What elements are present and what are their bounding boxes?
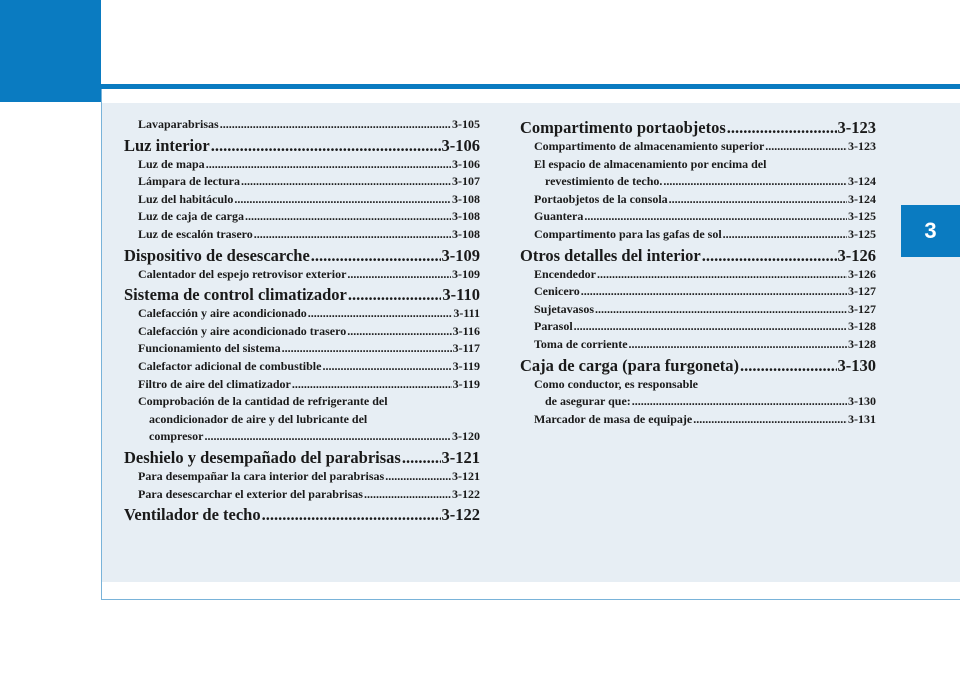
toc-entry-title: Guantera: [534, 209, 584, 224]
toc-entry-title: Luz de mapa: [138, 156, 205, 171]
toc-page-number: 3-107: [452, 174, 480, 189]
toc-entry-line: acondicionador de aire y del lubricante del: [149, 411, 368, 426]
toc-column-left: [124, 116, 480, 525]
toc-page-number: 3-108: [452, 191, 480, 206]
dot-leader: [254, 226, 451, 244]
toc-entry-line: El espacio de almacenamiento por encima del: [534, 156, 767, 171]
toc-page-number: 3-121: [441, 447, 480, 467]
dot-leader: [347, 266, 451, 284]
toc-subsection-entry[interactable]: [520, 208, 876, 226]
dot-leader: [220, 116, 451, 134]
dot-leader: [211, 136, 441, 156]
toc-entry-title: Parasol: [534, 319, 573, 334]
toc-entry-title: Lavaparabrisas: [138, 117, 219, 131]
dot-leader: [727, 118, 837, 138]
toc-entry-title: Encendedor: [534, 266, 597, 281]
toc-subsection-entry[interactable]: [124, 156, 480, 174]
toc-subsection-entry[interactable]: [124, 323, 480, 341]
toc-entry-title: Otros detalles del interior: [520, 245, 701, 265]
chapter-number: 3: [924, 218, 937, 243]
toc-entry-title: Para desescarchar el exterior del parabrisas: [138, 486, 363, 501]
toc-page-number: 3-119: [452, 376, 480, 391]
dot-leader: [629, 336, 847, 354]
toc-subsection-entry[interactable]: [520, 138, 876, 156]
toc-entry-title: Calefacción y aire acondicionado trasero: [138, 323, 347, 338]
toc-subsection-entry[interactable]: [124, 376, 480, 394]
toc-entry-line: Como conductor, es responsable: [534, 376, 699, 391]
toc-entry-title: revestimiento de techo.: [545, 174, 663, 189]
toc-subsection-entry[interactable]: [124, 173, 480, 191]
dot-leader: [364, 486, 451, 504]
toc-entry-title: Luz de escalón trasero: [138, 226, 253, 241]
toc-page-number: 3-108: [452, 226, 480, 241]
toc-entry-title: Toma de corriente: [534, 336, 628, 351]
toc-page-number: 3-108: [452, 209, 480, 224]
toc-entry-title: Cenicero: [534, 284, 580, 299]
toc-page-number: 3-127: [848, 301, 876, 316]
toc-entry-title: de asegurar que:: [545, 394, 631, 409]
toc-entry-title: Calefactor adicional de combustible: [138, 358, 322, 373]
toc-entry-title: Lámpara de lectura: [138, 174, 240, 189]
toc-subsection-entry[interactable]: [520, 191, 876, 209]
header-rule: [101, 84, 960, 89]
toc-subsection-entry[interactable]: [520, 266, 876, 284]
dot-leader: [584, 208, 847, 226]
chapter-tab[interactable]: [901, 205, 960, 257]
dot-leader: [308, 305, 453, 323]
toc-subsection-entry[interactable]: [124, 191, 480, 209]
toc-entry-title: Marcador de masa de equipaje: [534, 411, 693, 426]
toc-entry-title: Para desempañar la cara interior del parabrisas: [138, 468, 385, 483]
toc-subsection-entry[interactable]: [520, 173, 876, 191]
toc-page-number: 3-117: [452, 341, 480, 356]
dot-leader: [241, 173, 451, 191]
toc-page-number: 3-123: [837, 118, 876, 137]
toc-entry-title: Compartimento portaobjetos: [520, 118, 726, 137]
toc-section-entry[interactable]: [520, 118, 876, 138]
toc-page-number: 3-128: [848, 336, 876, 351]
footer-rule: [101, 599, 960, 600]
toc-page-number: 3-131: [848, 411, 876, 426]
toc-entry-title: Dispositivo de desescarche: [124, 245, 310, 265]
dot-leader: [402, 448, 441, 468]
toc-page-number: 3-126: [837, 245, 876, 265]
toc-page-number: 3-116: [452, 323, 480, 338]
toc-entry-title: Caja de carga (para furgoneta): [520, 355, 740, 375]
toc-entry-title: Sistema de control climatizador: [124, 285, 347, 305]
dot-leader: [347, 323, 451, 341]
toc-entry-title: Sujetavasos: [534, 301, 595, 316]
toc-page-number: 3-119: [452, 358, 480, 373]
toc-entry-title: Filtro de aire del climatizador: [138, 376, 291, 391]
toc-section-entry[interactable]: [520, 246, 876, 266]
dot-leader: [740, 356, 836, 376]
toc-page-number: 3-109: [441, 245, 480, 265]
toc-subsection-entry[interactable]: [124, 340, 480, 358]
toc-subsection-entry[interactable]: [520, 336, 876, 354]
toc-entry-title: Luz interior: [124, 135, 210, 155]
dot-leader: [204, 428, 451, 446]
toc-page-number: 3-121: [452, 468, 480, 483]
toc-entry-title: compresor: [149, 429, 204, 444]
dot-leader: [765, 138, 847, 156]
toc-page-number: 3-130: [848, 394, 876, 409]
toc-subsection-entry[interactable]: [520, 318, 876, 336]
dot-leader: [282, 340, 452, 358]
toc-entry-title: Calentador del espejo retrovisor exterior: [138, 266, 347, 281]
toc-entry-title: Compartimento de almacenamiento superior: [534, 139, 765, 153]
toc-page-number: 3-130: [837, 355, 876, 375]
toc-subsection-entry[interactable]: [520, 301, 876, 319]
toc-entry-title: Funcionamiento del sistema: [138, 341, 281, 356]
toc-page-number: 3-127: [848, 284, 876, 299]
toc-page-number: 3-105: [452, 117, 480, 131]
toc-page-number: 3-109: [452, 266, 480, 281]
toc-subsection-entry[interactable]: [520, 283, 876, 301]
toc-page-number: 3-123: [848, 139, 876, 153]
toc-entry-title: Luz de caja de carga: [138, 209, 244, 224]
dot-leader: [663, 173, 847, 191]
toc-page-number: 3-125: [848, 209, 876, 224]
toc-subsection-entry[interactable]: [520, 393, 876, 411]
dot-leader: [322, 358, 451, 376]
toc-column-right: [520, 116, 876, 428]
toc-page-number: 3-126: [848, 266, 876, 281]
toc-page-number: 3-125: [848, 226, 876, 241]
toc-subsection-entry[interactable]: [520, 411, 876, 429]
dot-leader: [262, 505, 441, 525]
dot-leader: [597, 266, 847, 284]
toc-section-entry[interactable]: [124, 505, 480, 525]
toc-subsection-entry[interactable]: [124, 305, 480, 323]
toc-page-number: 3-106: [452, 156, 480, 171]
toc-subsection-entry[interactable]: [124, 468, 480, 486]
dot-leader: [669, 191, 847, 209]
toc-subsection-entry[interactable]: [124, 208, 480, 226]
toc-entry-title: Portaobjetos de la consola: [534, 191, 668, 206]
toc-page-number: 3-111: [453, 306, 480, 321]
toc-page-number: 3-122: [452, 486, 480, 501]
dot-leader: [702, 246, 837, 266]
toc-subsection-entry[interactable]: [124, 428, 480, 446]
dot-leader: [245, 208, 451, 226]
toc-entry-title: Luz del habitáculo: [138, 191, 234, 206]
toc-entry-title: Deshielo y desempañado del parabrisas: [124, 447, 401, 467]
toc-entry-title: Calefacción y aire acondicionado: [138, 306, 307, 321]
toc-subsection-entry[interactable]: [520, 226, 876, 244]
toc-section-entry[interactable]: [124, 448, 480, 468]
toc-section-entry[interactable]: [520, 356, 876, 376]
toc-page-number: 3-124: [848, 191, 876, 206]
dot-leader: [632, 393, 847, 411]
toc-page-number: 3-110: [442, 285, 480, 305]
dot-leader: [292, 376, 452, 394]
toc-section-entry[interactable]: [124, 136, 480, 156]
dot-leader: [595, 301, 847, 319]
dot-leader: [723, 226, 847, 244]
toc-page-number: 3-128: [848, 319, 876, 334]
dot-leader: [581, 283, 847, 301]
dot-leader: [574, 318, 847, 336]
dot-leader: [385, 468, 451, 486]
toc-entry-title: Compartimento para las gafas de sol: [534, 226, 722, 241]
toc-subsection-entry[interactable]: [124, 116, 480, 134]
toc-section-entry[interactable]: [124, 246, 480, 266]
toc-entry-line: Comprobación de la cantidad de refrigerante del: [138, 394, 388, 409]
toc-page-number: 3-106: [441, 135, 480, 155]
dot-leader: [693, 411, 847, 429]
dot-leader: [311, 246, 441, 266]
toc-subsection-entry[interactable]: [124, 226, 480, 244]
dot-leader: [234, 191, 451, 209]
toc-subsection-entry[interactable]: [124, 266, 480, 284]
toc-entry-title: Ventilador de techo: [124, 505, 261, 525]
toc-page-number: 3-120: [452, 429, 480, 444]
dot-leader: [348, 285, 442, 305]
toc-page-number: 3-122: [441, 505, 480, 525]
toc-section-entry[interactable]: [124, 285, 480, 305]
toc-page-number: 3-124: [848, 174, 876, 189]
toc-subsection-entry[interactable]: [124, 486, 480, 504]
toc-subsection-entry[interactable]: [124, 358, 480, 376]
header-color-block: [0, 0, 101, 102]
dot-leader: [206, 156, 451, 174]
